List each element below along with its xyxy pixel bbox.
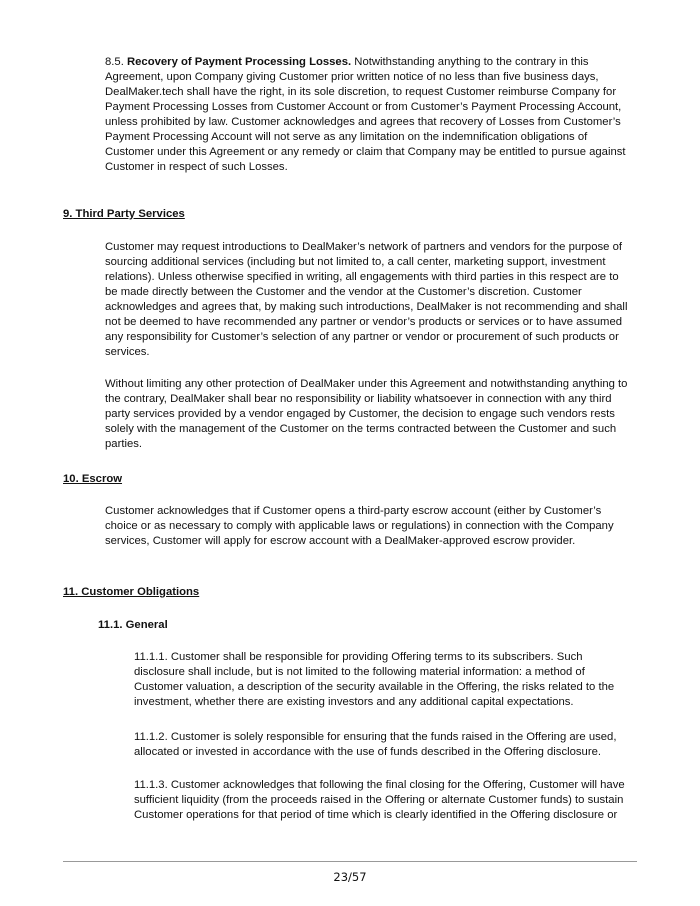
text-line: choice or as necessary to comply with applicable laws or regulations) in connection with the Company <box>105 520 614 532</box>
text-line: investment, whether there are existing investors and any additional capital expectations. <box>134 696 574 708</box>
text-line: 11.1.2. Customer is solely responsible for ensuring that the funds raised in the Offering are used, <box>134 731 617 743</box>
section-9-paragraph-1 <box>105 240 627 360</box>
text-line: services. <box>105 346 150 358</box>
text-line: 11.1.3. Customer acknowledges that following the final closing for the Offering, Customer will have <box>134 779 625 791</box>
text-line: sourcing additional services (including but not limited to, a call center, marketing support, investment <box>105 256 606 268</box>
text-line: allocated or invested in accordance with the use of funds described in the Offering disclosure. <box>134 746 602 758</box>
text-line: 11.1.1. Customer shall be responsible for providing Offering terms to its subscribers. Such <box>134 651 583 663</box>
text-line: Payment Processing Account will not serve as any limitation on the indemnification obligations of <box>105 131 588 143</box>
section-11-1-2 <box>134 730 616 760</box>
text-line: Payment Processing Losses from Customer Account or from Customer’s Payment Processing Account, <box>105 101 622 113</box>
page-number: 23/57 <box>333 870 367 884</box>
section-title: Recovery of Payment Processing Losses. <box>126 56 352 68</box>
section-10-heading: 10. Escrow <box>63 473 123 485</box>
section-11-1-1 <box>134 650 614 710</box>
text-line <box>105 55 626 70</box>
section-9-heading: 9. Third Party Services <box>63 208 185 220</box>
section-number: 8.5. <box>105 56 127 68</box>
text-line: Without limiting any other protection of DealMaker under this Agreement and notwithstanding anything to <box>105 378 628 390</box>
section-11-1-heading: 11.1. General <box>98 619 168 631</box>
text-line: Customer may request introductions to DealMaker’s network of partners and vendors for the purpose of <box>105 241 622 253</box>
text-line: sufficient liquidity (from the proceeds raised in the Offering or alternate Customer funds) to sustain <box>134 794 624 806</box>
text-line: not be deemed to have recommended any partner or vendor’s products or services or to have assumed <box>105 316 623 328</box>
text-span: Notwithstanding anything to the contrary in this <box>351 56 589 68</box>
text-line: Customer operations for that period of time which is clearly identified in the Offering disclosure or <box>134 809 618 821</box>
section-11-1-3 <box>134 778 625 823</box>
text-line: disclosure shall include, but is not limited to the following material information: a method of <box>134 666 585 678</box>
text-line: unless prohibited by law. Customer acknowledges and agrees that recovery of Losses from Customer’s <box>105 116 621 128</box>
text-line: solely with the management of the Customer on the terms contracted between the Customer and such <box>105 423 617 435</box>
text-line: parties. <box>105 438 143 450</box>
text-line: services, Customer will apply for escrow account with a DealMaker-approved escrow provider. <box>105 535 576 547</box>
text-line: party services provided by a vendor engaged by Customer, the decision to engage such vendors rests <box>105 408 615 420</box>
section-10-paragraph <box>105 504 614 549</box>
text-line: DealMaker.tech shall have the right, in its sole discretion, to request Customer reimburse Company for <box>105 86 617 98</box>
section-11-heading: 11. Customer Obligations <box>63 586 200 598</box>
text-line: acknowledges and agrees that, by making such introductions, DealMaker is not recommending and shall <box>105 301 628 313</box>
text-line: Agreement, upon Company giving Customer prior written notice of no less than five business days, <box>105 71 599 83</box>
text-line: be made directly between the Customer and the vendor at the Customer’s discretion. Customer <box>105 286 582 298</box>
text-line: the contrary, DealMaker shall bear no responsibility or liability whatsoever in connection with any third <box>105 393 612 405</box>
footer-divider <box>63 861 637 862</box>
section-8-5 <box>105 55 626 175</box>
section-9-paragraph-2 <box>105 377 627 452</box>
text-line: Customer in respect of such Losses. <box>105 161 288 173</box>
text-line: any responsibility for Customer’s selection of any partner or vendor or procurement of such products or <box>105 331 619 343</box>
text-line: relations). Unless otherwise specified in writing, all engagements with third parties in this respect are to <box>105 271 619 283</box>
text-line: Customer acknowledges that if Customer opens a third-party escrow account (either by Customer’s <box>105 505 602 517</box>
text-line: Customer under this Agreement or any remedy or claim that Company may be entitled to pursue against <box>105 146 626 158</box>
text-line: Customer valuation, a description of the security available in the Offering, the risks related to the <box>134 681 615 693</box>
